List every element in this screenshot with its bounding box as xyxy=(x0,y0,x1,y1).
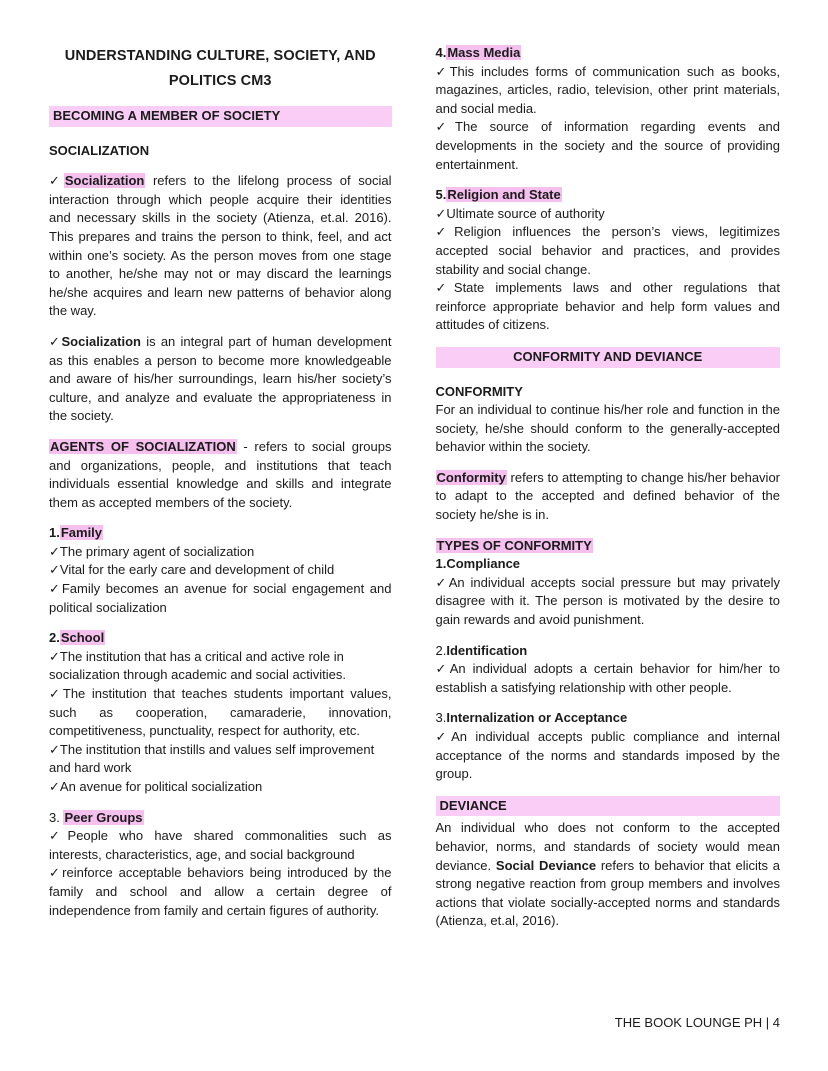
text-run: DEVIANCE xyxy=(439,797,507,813)
text-run: POLITICS CM3 xyxy=(168,73,272,89)
paragraph xyxy=(49,172,392,321)
paragraph xyxy=(436,118,781,174)
section-heading xyxy=(436,347,781,368)
text-run: Compliance xyxy=(446,556,521,572)
text-run: UNDERSTANDING CULTURE, SOCIETY, AND xyxy=(64,48,376,64)
text-run: BECOMING A MEMBER OF SOCIETY xyxy=(53,108,281,123)
text-run: 1. xyxy=(49,525,60,541)
text-run: ✓State implements laws and other regulations that reinforce appropriate behavior and help form values and attitudes of citizens. xyxy=(435,280,780,333)
spacer xyxy=(49,130,392,142)
text-run: ✓An individual accepts public compliance and internal acceptance of the norms and standards imposed by the group. xyxy=(435,729,780,782)
text-run: ✓The institution that has a critical and active role in socialization through academic and social activities. xyxy=(49,648,346,683)
spacer xyxy=(436,525,781,537)
paragraph xyxy=(436,383,781,402)
paragraph xyxy=(436,223,781,279)
paragraph xyxy=(436,401,781,457)
text-run: ✓Religion influences the person’s views, legitimizes accepted social behavior and practices, and provides stability and social change. xyxy=(435,224,780,277)
text-run: ✓The primary agent of socialization xyxy=(49,543,255,559)
spacer xyxy=(49,617,392,629)
text-run: Identification xyxy=(446,642,528,658)
spacer xyxy=(49,512,392,524)
paragraph xyxy=(49,809,392,828)
highlighted-text: Family xyxy=(60,525,103,541)
text-run: CONFORMITY AND DEVIANCE xyxy=(513,348,703,364)
paragraph xyxy=(49,524,392,543)
text-run: ✓The institution that teaches students important values, such as cooperation, camaraderie, innovation, competitiveness, punctuality, respect for authority, etc. xyxy=(49,686,392,739)
highlighted-text: Mass Media xyxy=(447,45,521,60)
text-run: ✓Family becomes an avenue for social engagement and political socialization xyxy=(49,581,392,615)
paragraph xyxy=(49,648,392,685)
text-run: is an integral part of human development as this enables a person to become more knowledgeable and aware of his/her surroundings, learn his/her society’s culture, and analyze and evaluate the appropriateness in the society. xyxy=(49,333,392,424)
text-run: 5. xyxy=(435,187,447,203)
text-run: ✓ xyxy=(49,333,62,349)
spacer xyxy=(49,94,392,106)
paragraph xyxy=(436,44,781,63)
text-run: 2. xyxy=(435,642,447,658)
paragraph xyxy=(49,864,392,920)
paragraph xyxy=(436,186,781,205)
text-run: ✓An avenue for political socialization xyxy=(49,779,263,794)
paragraph xyxy=(49,333,392,426)
spacer xyxy=(436,784,781,796)
paragraph xyxy=(49,561,392,580)
paragraph xyxy=(49,543,392,562)
column-left xyxy=(49,44,392,931)
paragraph xyxy=(49,827,392,864)
paragraph xyxy=(49,142,392,161)
text-run: 4. xyxy=(435,45,447,60)
text-run: ✓The source of information regarding events and developments in the society and the source of providing entertainment. xyxy=(435,119,780,172)
text-run: ✓This includes forms of communication such as books, magazines, articles, radio, television, other print materials, and social media. xyxy=(435,63,780,116)
text-run: An individual who does not conform to the accepted behavior, norms, and standards of society would mean deviance. xyxy=(435,820,780,873)
text-run: ✓reinforce acceptable behaviors being introduced by the family and school and allow a certain degree of independence from family and certain figures of authority. xyxy=(49,865,392,918)
text-run: - refers to social groups and organizations, people, and institutions that teach individuals essential knowledge and skills and integrate them as accepted members of the society. xyxy=(49,438,392,510)
text-run: refers to behavior that elicits a strong negative reaction from group members and involves actions that violate socially-accepted norms and standards (Atienza, et.al, 2016). xyxy=(435,857,781,929)
paragraph xyxy=(436,728,781,784)
text-run: ✓Ultimate source of authority xyxy=(435,205,605,221)
text-run: Socialization xyxy=(61,333,141,349)
section-heading xyxy=(49,106,392,127)
spacer xyxy=(49,321,392,333)
paragraph xyxy=(436,642,781,661)
text-run: refers to the lifelong process of social interaction through which people acquire their identities and necessary skills in the society (Atienza, et.al. 2016). This prepares and trains the person to think, feel, and act within one’s society. As the person moves from one stage to another, he/she may not or may discard the learnings he/she acquires and learn new patterns of behavior along the way. xyxy=(49,173,392,319)
text-run: CONFORMITY xyxy=(435,383,523,399)
spacer xyxy=(49,797,392,809)
spacer xyxy=(49,426,392,438)
text-run: For an individual to continue his/her role and function in the society, he/she should conform to the generally-accepted behavior within the society. xyxy=(435,402,780,455)
text-run: ✓The institution that instills and values self improvement and hard work xyxy=(49,741,375,776)
text-run: refers to attempting to change his/her behavior to adapt to the accepted and defined behavior of the society he/she is in. xyxy=(435,469,780,523)
highlighted-text: Conformity xyxy=(436,469,506,485)
highlighted-text: TYPES OF CONFORMITY xyxy=(436,537,592,553)
paragraph xyxy=(436,469,781,525)
text-run: ✓Vital for the early care and development of child xyxy=(49,562,335,578)
spacer xyxy=(436,630,781,642)
paragraph xyxy=(49,741,392,778)
text-run: 1. xyxy=(435,556,447,572)
paragraph xyxy=(49,685,392,741)
spacer xyxy=(436,335,781,347)
page-footer: THE BOOK LOUNGE PH | 4 xyxy=(614,1015,780,1031)
page-title xyxy=(49,44,392,94)
paragraph xyxy=(49,438,392,512)
paragraph xyxy=(436,279,781,335)
text-run: ✓People who have shared commonalities such as interests, characteristics, age, and social background xyxy=(49,828,392,862)
spacer xyxy=(436,457,781,469)
paragraph xyxy=(436,205,781,224)
paragraph xyxy=(436,660,781,697)
paragraph xyxy=(436,574,781,630)
column-right xyxy=(436,44,781,931)
highlighted-text: Religion and State xyxy=(447,187,561,203)
spacer xyxy=(436,174,781,186)
text-run: Internalization or Acceptance xyxy=(446,710,628,726)
paragraph xyxy=(436,555,781,574)
highlighted-text: Socialization xyxy=(64,173,145,189)
text-run: ✓An individual accepts social pressure but may privately disagree with it. The person is motivated by the desire to gain rewards and avoid punishment. xyxy=(435,574,780,628)
text-run: ✓An individual adopts a certain behavior for him/her to establish a satisfying relationship with other people. xyxy=(435,661,780,695)
paragraph xyxy=(49,629,392,648)
spacer xyxy=(49,160,392,172)
text-run: 3. xyxy=(49,809,64,825)
spacer xyxy=(436,371,781,383)
text-run: 2. xyxy=(49,630,60,646)
paragraph xyxy=(49,580,392,617)
paragraph xyxy=(436,709,781,728)
paragraph xyxy=(436,63,781,119)
spacer xyxy=(436,697,781,709)
highlighted-text: AGENTS OF SOCIALIZATION xyxy=(50,438,236,454)
section-heading xyxy=(436,796,781,817)
highlighted-text: School xyxy=(60,630,105,646)
text-run: ✓ xyxy=(49,173,64,189)
text-run: 3. xyxy=(435,710,447,726)
highlighted-text: Peer Groups xyxy=(64,809,143,825)
text-run: SOCIALIZATION xyxy=(49,142,150,158)
paragraph xyxy=(49,778,392,797)
text-run: Social Deviance xyxy=(495,857,597,873)
paragraph xyxy=(436,537,781,556)
paragraph xyxy=(436,819,781,931)
